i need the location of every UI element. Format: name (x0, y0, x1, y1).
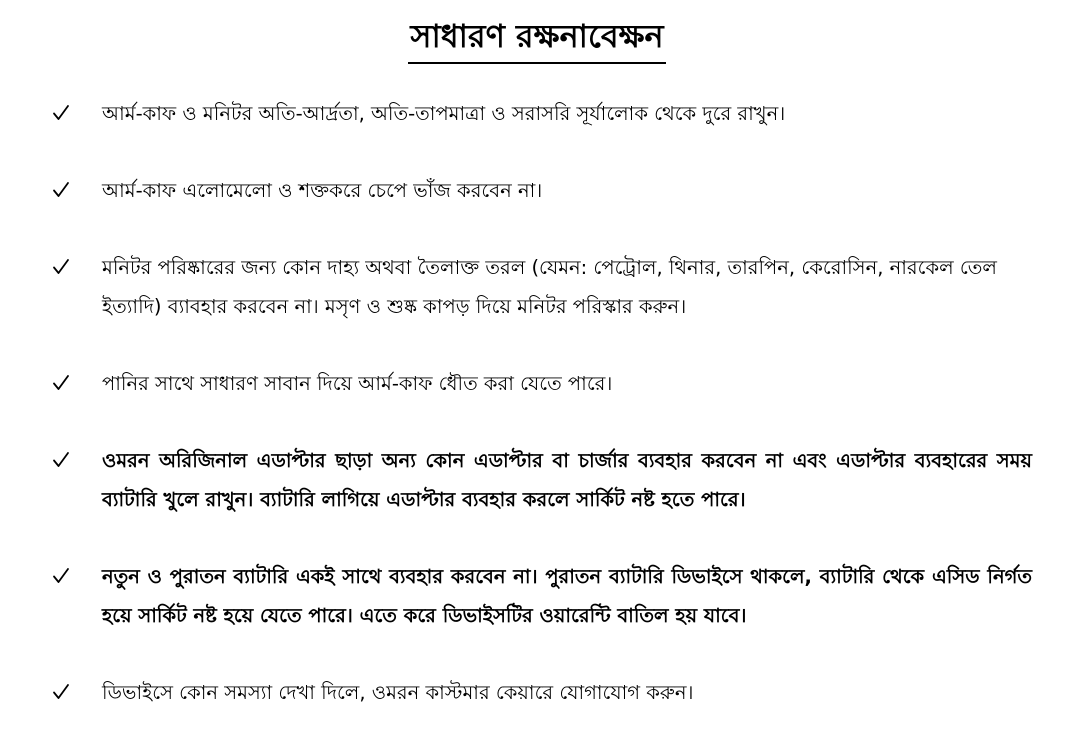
checkmark-icon (52, 557, 78, 596)
list-item (52, 557, 1032, 635)
list-item-text: ওমরন অরিজিনাল এডাপ্টার ছাড়া অন্য কোন এডাপ্টার বা চার্জার ব্যবহার করবেন না এবং এডাপ্টার ব্যবহারের সময় ব্যাটারি খুলে রাখুন। ব্যাটারি লাগিয়ে এডাপ্টার ব্যবহার করলে সার্কিট নষ্ট হতে পারে। (102, 449, 1032, 511)
list-item (52, 248, 1032, 326)
list-item-text: ডিভাইসে কোন সমস্যা দেখা দিলে, ওমরন কাস্টমার কেয়ারে যোগাযোগ করুন। (102, 681, 694, 704)
list-item-text: নতুন ও পুরাতন ব্যাটারি একই সাথে ব্যবহার করবেন না। পুরাতন ব্যাটারি ডিভাইসে থাকলে, ব্যাটারি থেকে এসিড নির্গত হয়ে সার্কিট নষ্ট হয়ে যেতে পারে। এতে করে ডিভাইসটির ওয়ারেন্টি বাতিল হয় যাবে। (102, 565, 1032, 627)
title-container (0, 14, 1074, 64)
checkmark-icon (52, 248, 78, 287)
list-item (52, 171, 1032, 210)
document-title: সাধারণ রক্ষনাবেক্ষন (408, 14, 665, 64)
list-item (52, 673, 1032, 712)
list-item (52, 441, 1032, 519)
checkmark-icon (52, 441, 78, 480)
maintenance-list (52, 94, 1032, 750)
checkmark-icon (52, 171, 78, 210)
list-item (52, 364, 1032, 403)
checkmark-icon (52, 94, 78, 133)
list-item-text: আর্ম-কাফ ও মনিটর অতি-আর্দ্রতা, অতি-তাপমাত্রা ও সরাসরি সূর্যালোক থেকে দুরে রাখুন। (102, 102, 786, 125)
checkmark-icon (52, 673, 78, 712)
checkmark-icon (52, 364, 78, 403)
list-item-text: পানির সাথে সাধারণ সাবান দিয়ে আর্ম-কাফ ধৌত করা যেতে পারে। (102, 372, 613, 395)
list-item-text: মনিটর পরিষ্কারের জন্য কোন দাহ্য অথবা তৈলাক্ত তরল (যেমন: পেট্রোল, থিনার, তারপিন, কেরোসিন, নারকেল তেল ইত্যাদি) ব্যাবহার করবেন না। মসৃণ ও শুষ্ক কাপড় দিয়ে মনিটর পরিস্কার করুন। (102, 256, 997, 318)
list-item (52, 94, 1032, 133)
list-item-text: আর্ম-কাফ এলোমেলো ও শক্তকরে চেপে ভাঁজ করবেন না। (102, 179, 543, 202)
